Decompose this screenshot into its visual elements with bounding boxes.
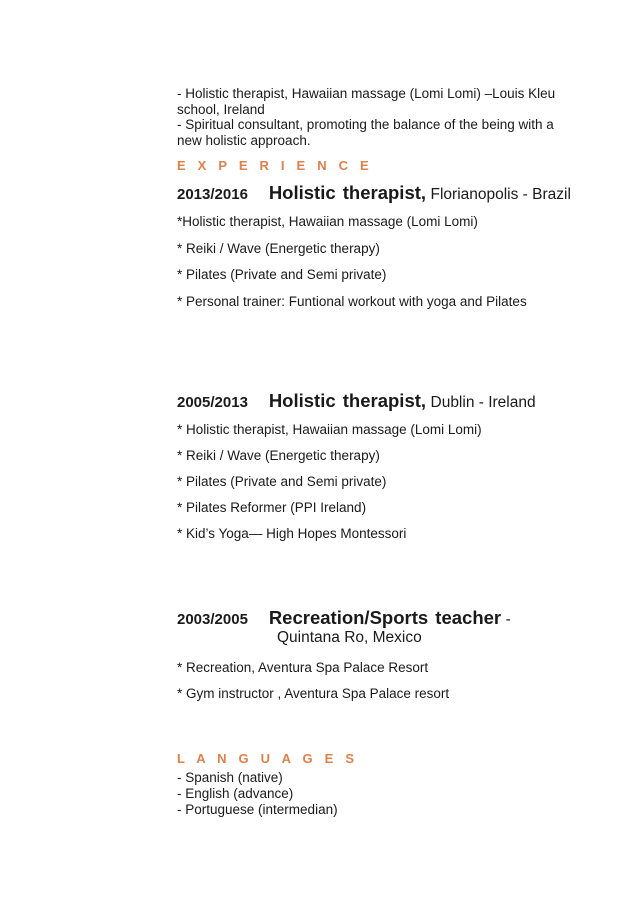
job-item: * Personal trainer: Funtional workout with yoga and Pilates — [177, 294, 527, 309]
job-location: Quintana Ro, Mexico — [277, 629, 422, 646]
language-item: - English (advance) — [177, 786, 294, 801]
job-item: * Holistic therapist, Hawaiian massage (Lomi Lomi) — [177, 422, 482, 437]
job-item: * Gym instructor , Aventura Spa Palace resort — [177, 686, 450, 701]
job-item: * Reiki / Wave (Energetic therapy) — [177, 241, 380, 256]
education-line: new holistic approach. — [177, 133, 311, 148]
job-years: 2005/2013 — [177, 394, 248, 411]
job-years: 2003/2005 — [177, 611, 248, 628]
languages-heading: L A N G U A G E S — [177, 751, 359, 766]
language-item: - Portuguese (intermedian) — [177, 802, 338, 817]
job-header — [177, 607, 511, 629]
job-item: *Holistic therapist, Hawaiian massage (Lomi Lomi) — [177, 214, 478, 229]
job-header — [177, 182, 571, 204]
language-item: - Spanish (native) — [177, 770, 283, 785]
job-title: Holistic therapist, — [268, 390, 427, 411]
job-item: * Recreation, Aventura Spa Palace Resort — [177, 660, 429, 675]
education-line: - Spiritual consultant, promoting the balance of the being with a — [177, 117, 554, 132]
job-location: Florianopolis - Brazil — [430, 186, 571, 203]
job-location: Dublin - Ireland — [430, 394, 536, 411]
job-item: * Pilates (Private and Semi private) — [177, 474, 387, 489]
job-title: Holistic therapist, — [268, 182, 427, 203]
job-item: * Pilates (Private and Semi private) — [177, 267, 387, 282]
education-line: - Holistic therapist, Hawaiian massage (Lomi Lomi) –Louis Kleu — [177, 86, 556, 101]
job-item: * Reiki / Wave (Energetic therapy) — [177, 448, 380, 463]
job-years: 2013/2016 — [177, 186, 248, 203]
experience-heading: E X P E R I E N C E — [177, 158, 373, 173]
job-header — [177, 390, 536, 412]
job-item: * Pilates Reformer (PPI Ireland) — [177, 500, 367, 515]
education-line: school, Ireland — [177, 102, 265, 117]
job-title-suffix: - — [505, 611, 511, 628]
job-item: * Kid’s Yoga— High Hopes Montessori — [177, 526, 407, 541]
job-title: Recreation/Sports teacher — [268, 607, 502, 628]
